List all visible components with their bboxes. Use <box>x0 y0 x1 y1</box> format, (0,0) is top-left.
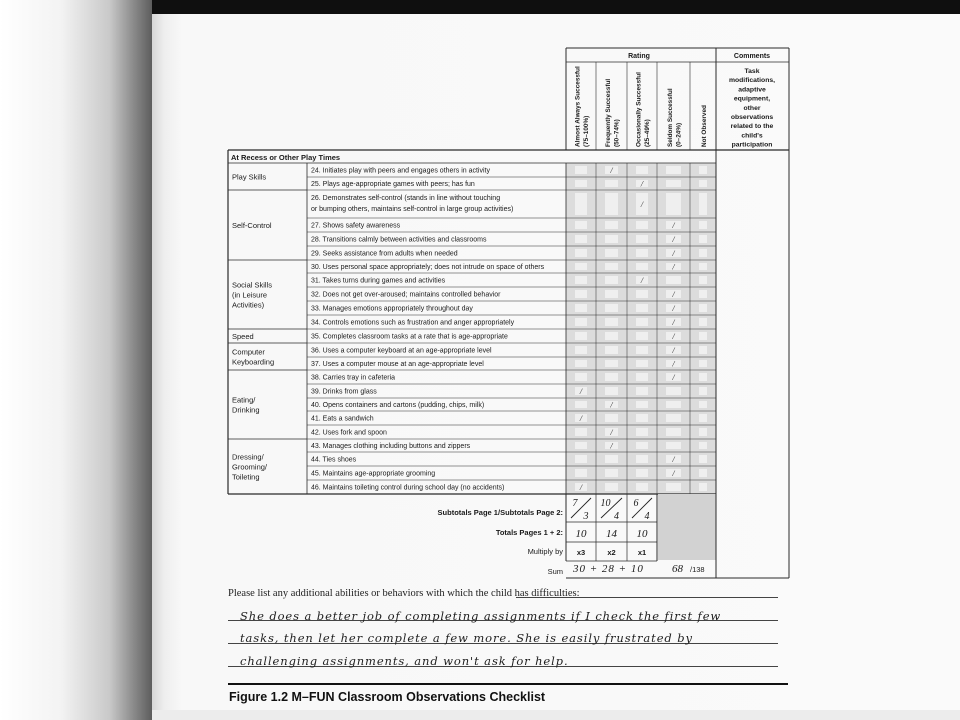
rating-cell-inner <box>575 373 587 381</box>
item-label: 25. Plays age-appropriate games with peers; has fun <box>311 181 475 188</box>
sum-label: Sum <box>547 567 563 576</box>
rating-cell-inner <box>605 235 618 243</box>
rating-cell-inner <box>575 401 587 408</box>
rating-cell-inner <box>575 304 587 312</box>
rating-cell-inner <box>636 360 648 367</box>
rating-cell-inner <box>575 276 587 284</box>
comments-description-line: adaptive <box>738 86 766 94</box>
rating-cell-inner <box>699 263 707 270</box>
rating-cell-inner <box>699 414 707 422</box>
comments-description <box>729 68 775 149</box>
item-label: 27. Shows safety awareness <box>311 222 401 230</box>
item-label: 44. Ties shoes <box>311 456 357 464</box>
item-label: 33. Manages emotions appropriately throughout day <box>311 305 473 313</box>
rating-cell-inner <box>666 180 681 187</box>
rating-check-mark: / <box>579 414 583 423</box>
rating-cell-inner <box>636 442 648 449</box>
rating-cell-inner <box>575 263 587 270</box>
rating-cell-inner <box>575 332 587 340</box>
item-label-continued: or bumping others, maintains self-control in large group activities) <box>311 206 514 213</box>
rating-cell-inner <box>605 249 618 257</box>
rating-cell-inner <box>699 304 707 312</box>
item-label: 28. Transitions calmly between activities and classrooms <box>311 236 487 244</box>
figure-caption: Figure 1.2 M–FUN Classroom Observations Checklist <box>229 690 546 704</box>
rating-check-mark: / <box>672 373 675 382</box>
rating-cell-inner <box>699 180 707 187</box>
rating-cell-inner <box>636 166 648 174</box>
rating-cell-inner <box>699 332 707 340</box>
rating-cell-inner <box>636 346 648 354</box>
comments-description-line: Task <box>744 68 760 75</box>
rating-cell-inner <box>575 166 587 174</box>
category-label: Activities) <box>232 300 265 310</box>
rating-cell-inner <box>636 290 648 298</box>
rating-cell-inner <box>636 469 648 477</box>
rating-cell-inner <box>605 360 618 367</box>
section-title: At Recess or Other Play Times <box>231 153 341 162</box>
category-label: Eating/ <box>232 395 256 405</box>
rating-cell-inner <box>666 193 681 215</box>
rating-cell-inner <box>666 387 681 395</box>
rating-cell-inner <box>575 442 587 449</box>
subtotal-page2: 3 <box>583 511 589 522</box>
rating-check-mark: / <box>640 179 644 189</box>
rating-cell-inner <box>699 455 707 463</box>
rating-column-header <box>575 66 591 147</box>
rating-cell-inner <box>605 193 618 215</box>
rating-cell-inner <box>575 249 587 257</box>
multiplier-value: x2 <box>607 548 616 557</box>
rating-cell-inner <box>699 428 707 436</box>
rating-cell-inner <box>605 180 618 187</box>
rating-cell-inner <box>575 428 587 436</box>
rating-cell-inner <box>575 346 587 354</box>
rating-column-header-line: (0–24%) <box>675 122 683 147</box>
rating-column-header-line: Not Observed <box>701 105 708 147</box>
rating-check-mark: / <box>672 469 675 478</box>
item-label: 39. Drinks from glass <box>311 388 377 396</box>
rating-cell-inner <box>666 428 681 436</box>
item-label: 30. Uses personal space appropriately; does not intrude on space of others <box>311 264 545 271</box>
subtotal-page1: 10 <box>600 498 611 509</box>
rating-cell-inner <box>575 360 587 367</box>
rating-cell-inner <box>605 455 618 463</box>
item-label: 38. Carries tray in cafeteria <box>311 374 396 382</box>
rating-cell-inner <box>699 318 707 326</box>
handwritten-comment-line-1: She does a better job of completing assignments if I check the first few <box>240 609 722 623</box>
rating-cell-inner <box>605 304 618 312</box>
rating-cell-inner <box>575 193 587 215</box>
rating-cell-inner <box>636 483 648 491</box>
total-value: 10 <box>636 528 648 540</box>
rating-cell-inner <box>575 180 587 187</box>
item-labels <box>311 168 545 492</box>
figure-rule <box>228 683 788 685</box>
rating-column-header-line: Almost Always Successful <box>574 66 582 147</box>
category-label: (in Leisure <box>232 290 268 300</box>
rating-cell-inner <box>636 304 648 312</box>
rating-check-mark: / <box>672 332 675 341</box>
category-label: Drinking <box>232 405 260 415</box>
rating-column-header-line: (50–74%) <box>613 119 621 147</box>
rating-cell-inner <box>605 414 618 422</box>
rating-cell-inner <box>636 373 648 381</box>
prompt-answer-line <box>516 597 778 598</box>
rating-check-mark: / <box>672 235 675 244</box>
rating-cell-inner <box>605 387 618 395</box>
rating-column-header <box>636 72 652 147</box>
rating-cell-inner <box>699 235 707 243</box>
total-cells <box>576 528 649 540</box>
rating-cell-inner <box>605 373 618 381</box>
handwritten-comment-line-2: tasks, then let her complete a few more. She is easily frustrated by <box>240 631 693 645</box>
rating-cell-inner <box>636 387 648 395</box>
rating-check-mark: / <box>610 428 613 437</box>
multiplier-cells <box>577 548 646 557</box>
item-label: 43. Manages clothing including buttons and zippers <box>311 443 471 450</box>
sum-value: 68 <box>672 563 683 575</box>
rating-check-mark: / <box>672 346 675 355</box>
rating-cell-inner <box>636 263 648 270</box>
rating-column-headers <box>575 66 709 147</box>
comments-description-line: other <box>743 104 761 112</box>
item-label: 41. Eats a sandwich <box>311 415 374 423</box>
rating-check-mark: / <box>640 276 644 285</box>
rating-column-header <box>667 88 683 147</box>
category-label: Dressing/ <box>232 452 264 462</box>
subtotal-page1: 7 <box>572 498 578 509</box>
rating-cell-inner <box>636 401 648 408</box>
subtotal-page2: 4 <box>614 511 619 522</box>
rating-check-mark: / <box>672 290 675 299</box>
category-label: Play Skills <box>232 172 267 182</box>
rating-column-header-line: (25–49%) <box>644 119 651 147</box>
rating-cell-inner <box>575 290 587 298</box>
rating-cell-inner <box>636 235 648 243</box>
rating-cell-inner <box>699 387 707 395</box>
rating-cell-inner <box>636 414 648 422</box>
comments-description-line: related to the <box>730 123 774 131</box>
rating-cell-inner <box>699 166 707 174</box>
rating-cell-inner <box>666 276 681 284</box>
comments-description-line: equipment, <box>733 95 771 103</box>
category-labels <box>232 173 274 482</box>
rating-cell-inner <box>699 483 707 491</box>
multiplier-value: x3 <box>576 548 586 557</box>
rating-cell-inner <box>605 290 618 298</box>
rating-cell-inner <box>699 469 707 477</box>
comments-description-line: participation <box>731 141 773 149</box>
item-label: 35. Completes classroom tasks at a rate that is age-appropriate <box>311 333 508 341</box>
rating-column-header-line: (75–100%) <box>583 115 590 147</box>
rating-cell-inner <box>699 290 707 298</box>
rating-cell-inner <box>699 249 707 257</box>
handwritten-comment-line-3: challenging assignments, and won't ask for help. <box>240 654 569 668</box>
subtotals-label: Subtotals Page 1/Subtotals Page 2: <box>437 508 563 517</box>
rating-column-header-line: Frequently Successful <box>605 78 612 147</box>
rating-cell-inner <box>636 318 648 326</box>
rating-cell-inner <box>605 263 618 270</box>
rating-cell-inner <box>575 469 587 477</box>
rating-check-mark: / <box>610 166 613 175</box>
rating-cell-inner <box>699 193 707 215</box>
rating-check-mark: / <box>579 387 583 396</box>
subtotal-cells <box>571 498 652 522</box>
rating-cell-inner <box>699 276 707 284</box>
total-value: 14 <box>606 528 617 540</box>
total-value: 10 <box>575 528 587 540</box>
rating-check-mark: / <box>610 441 613 451</box>
rating-cell-inner <box>636 221 648 229</box>
item-label: 42. Uses fork and spoon <box>311 429 387 437</box>
rating-cell-inner <box>575 318 587 326</box>
item-label: 29. Seeks assistance from adults when needed <box>311 250 458 258</box>
rating-cell-inner <box>666 442 681 449</box>
subtotal-page1: 6 <box>633 498 639 509</box>
comments-description-line: child's <box>741 132 763 140</box>
item-label: 36. Uses a computer keyboard at an age-appropriate level <box>311 347 492 355</box>
rating-cell-inner <box>605 483 618 491</box>
rating-cell-inner <box>666 166 681 174</box>
category-label: Grooming/ <box>232 462 268 472</box>
rating-column-header <box>605 79 621 147</box>
sum-expression: 30 + 28 + 10 <box>573 563 644 575</box>
rating-cell-inner <box>636 455 648 463</box>
rating-header: Rating <box>628 53 650 60</box>
rating-cell-inner <box>575 455 587 463</box>
rating-cell-inner <box>699 346 707 354</box>
rating-column-header-line: Seldom Successful <box>667 88 674 147</box>
rating-check-mark: / <box>672 262 675 272</box>
category-label: Toileting <box>232 472 260 482</box>
item-label: 34. Controls emotions such as frustration and anger appropriately <box>311 319 515 327</box>
rating-cell-inner <box>605 276 618 284</box>
multiply-label: Multiply by <box>527 547 563 556</box>
additional-difficulties-prompt: Please list any additional abilities or behaviors with which the child has difficulties: <box>228 588 580 599</box>
rating-cell-inner <box>636 428 648 436</box>
category-label: Speed <box>232 332 254 341</box>
subtotal-page2: 4 <box>644 511 650 522</box>
rating-check-mark: / <box>672 249 675 258</box>
multiplier-value: x1 <box>637 548 647 557</box>
rating-cell-inner <box>699 373 707 381</box>
item-label: 32. Does not get over-aroused; maintains controlled behavior <box>311 291 501 299</box>
sum-max: /138 <box>690 565 705 574</box>
category-label: Computer <box>232 347 265 357</box>
rating-check-mark: / <box>672 359 675 369</box>
rating-cell-inner <box>666 483 681 491</box>
category-label: Self-Control <box>232 221 272 230</box>
rating-check-mark: / <box>672 318 675 327</box>
rating-check-mark: / <box>672 304 675 313</box>
rating-cell-inner <box>699 360 707 367</box>
totals-label: Totals Pages 1 + 2: <box>495 528 563 537</box>
rating-column-header-line: Occasionally Successful <box>635 72 643 147</box>
rating-cell-inner <box>636 249 648 257</box>
comments-description-line: observations <box>730 114 774 121</box>
rating-cell-inner <box>666 401 681 408</box>
rating-cell-inner <box>666 414 681 422</box>
rating-cell-inner <box>575 235 587 243</box>
comments-description-line: modifications, <box>728 77 776 85</box>
rating-cell-inner <box>605 318 618 326</box>
rating-cell-inner <box>699 442 707 449</box>
rating-cell-inner <box>605 469 618 477</box>
rating-cell-inner <box>699 221 707 229</box>
rating-check-mark: / <box>640 200 644 209</box>
item-label: 26. Demonstrates self-control (stands in line without touching <box>311 195 501 202</box>
item-label: 31. Takes turns during games and activities <box>311 277 446 285</box>
rating-cell-inner <box>699 401 707 408</box>
item-label: 40. Opens containers and cartons (pudding, chips, milk) <box>311 402 485 409</box>
summary-shade <box>658 494 716 560</box>
rating-cell-inner <box>605 221 618 229</box>
rating-cell-inner <box>636 332 648 340</box>
category-label: Social Skills <box>232 280 273 290</box>
item-label: 24. Initiates play with peers and engages others in activity <box>311 167 490 175</box>
rating-cell-inner <box>605 332 618 340</box>
rating-cell-inner <box>605 346 618 354</box>
rating-check-mark: / <box>610 400 613 410</box>
comments-header: Comments <box>733 53 771 60</box>
item-label: 37. Uses a computer mouse at an age-appropriate level <box>311 361 484 368</box>
rating-cell-inner <box>575 221 587 229</box>
item-label: 46. Maintains toileting control during school day (no accidents) <box>311 484 505 492</box>
item-label: 45. Maintains age-appropriate grooming <box>311 470 436 478</box>
category-label: Keyboarding <box>232 357 275 367</box>
rating-column-header <box>701 105 708 147</box>
rating-check-mark: / <box>672 455 675 464</box>
rating-check-mark: / <box>672 221 675 230</box>
rating-check-mark: / <box>579 483 583 492</box>
